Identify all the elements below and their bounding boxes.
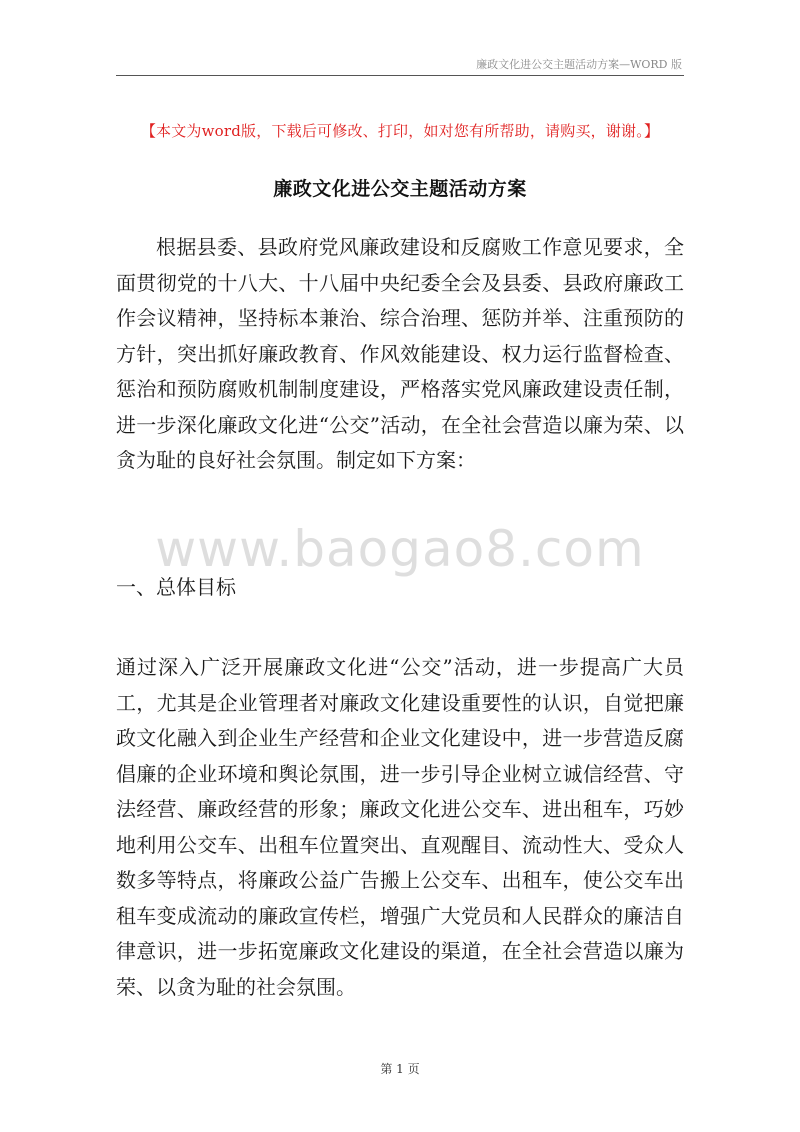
header-divider xyxy=(116,75,684,76)
page-number: 第 1 页 xyxy=(380,1062,420,1076)
running-header: 廉政文化进公交主题活动方案—WORD 版 xyxy=(476,58,682,71)
section-heading: 一、总体目标 xyxy=(116,575,236,599)
document-title: 廉政文化进公交主题活动方案 xyxy=(273,178,527,200)
watermark: www.baogao8.com xyxy=(155,520,645,578)
intro-paragraph: 根据县委、县政府党风廉政建设和反腐败工作意见要求，全面贯彻党的十八大、十八届中央纪委全会及县委、县政府廉政工作会议精神，坚持标本兼治、综合治理、惩防并举、注重预防的方针，突出抓好廉政教育、作风效能建设、权力运行监督检查、惩治和预防腐败机制制度建设，严格落实党风廉政建设责任制，进一步深化廉政文化进“公交”活动，在全社会营造以廉为荣、以贪为耻的良好社会氛围。制定如下方案： xyxy=(116,235,684,472)
purchase-notice: 【本文为word版，下载后可修改、打印，如对您有所帮助，请购买，谢谢。】 xyxy=(140,122,660,140)
body-paragraph: 通过深入广泛开展廉政文化进“公交”活动，进一步提高广大员工，尤其是企业管理者对廉政文化建设重要性的认识，自觉把廉政文化融入到企业生产经营和企业文化建设中，进一步营造反腐倡廉的企业环境和舆论氛围，进一步引导企业树立诚信经营、守法经营、廉政经营的形象；廉政文化进公交车、进出租车，巧妙地利用公交车、出租车位置突出、直观醒目、流动性大、受众人数多等特点，将廉政公益广告搬上公交车、出租车，使公交车出租车变成流动的廉政宣传栏，增强广大党员和人民群众的廉洁自律意识，进一步拓宽廉政文化建设的渠道，在全社会营造以廉为荣、以贪为耻的社会氛围。 xyxy=(116,655,684,999)
